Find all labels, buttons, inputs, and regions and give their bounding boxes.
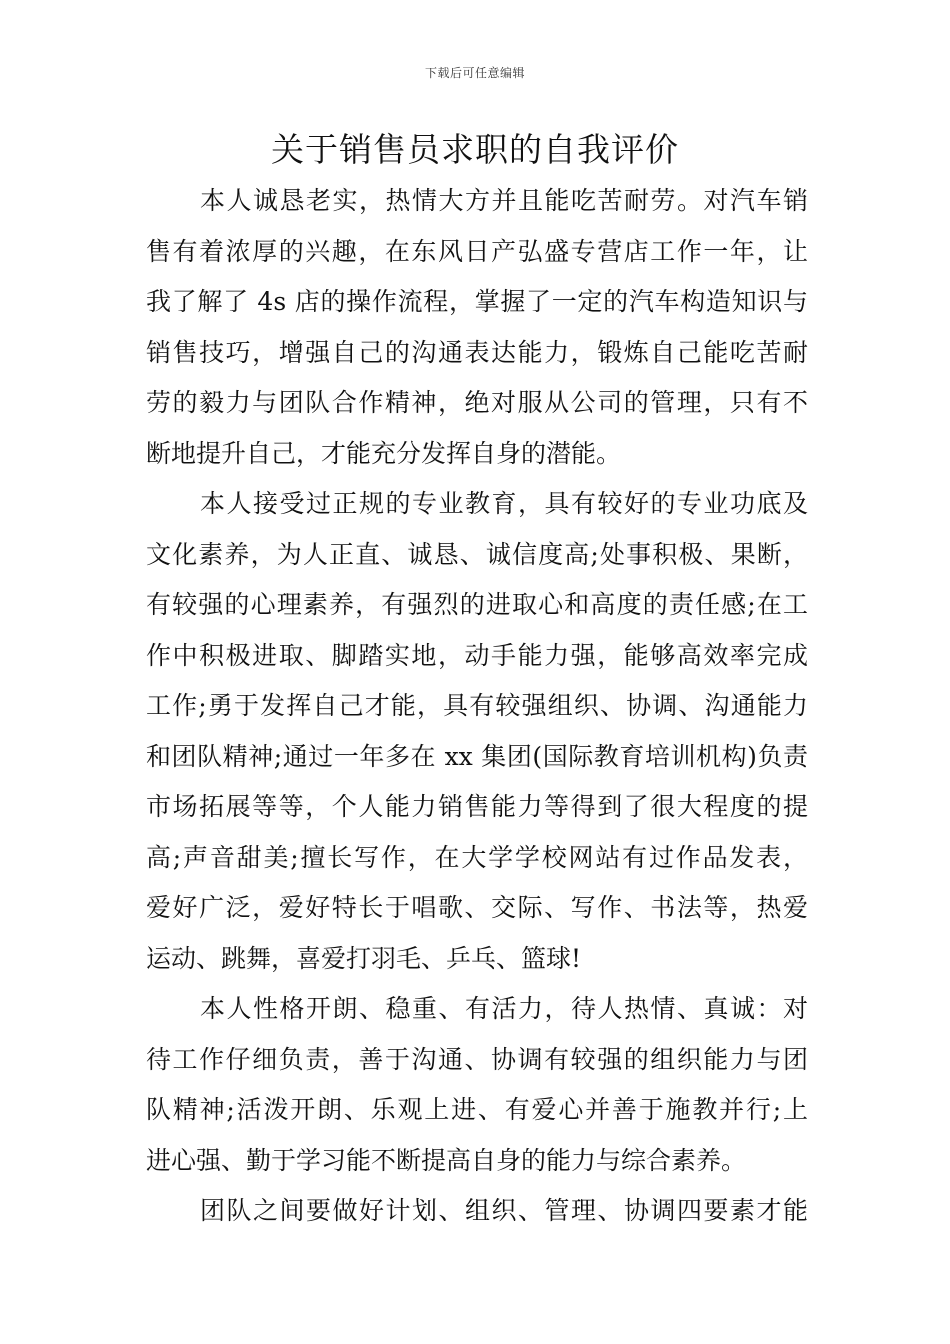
paragraph-line: 有较强的心理素养，有强烈的进取心和高度的责任感;在工: [146, 590, 808, 619]
body-text: [146, 176, 808, 1237]
page-title: 关于销售员求职的自我评价: [271, 130, 679, 169]
paragraph-line: 高;声音甜美;擅长写作，在大学学校网站有过作品发表，: [146, 842, 808, 872]
paragraph-line: 爱好广泛，爱好特长于唱歌、交际、写作、书法等，热爱: [146, 893, 808, 922]
paragraph-line: 售有着浓厚的兴趣，在东风日产弘盛专营店工作一年，让: [146, 236, 808, 266]
paragraph-line: 和团队精神;通过一年多在 xx 集团(国际教育培训机构)负责: [146, 741, 808, 771]
paragraph-4: [146, 1186, 808, 1237]
paragraph-line: 我了解了 4s 店的操作流程，掌握了一定的汽车构造知识与: [146, 287, 808, 316]
paragraph-line: 断地提升自己，才能充分发挥自身的潜能。: [146, 438, 622, 468]
paragraph-line: 本人性格开朗、稳重、有活力，待人热情、真诚：对: [200, 994, 808, 1023]
paragraph-line: 队精神;活泼开朗、乐观上进、有爱心并善于施教并行;上: [146, 1095, 808, 1124]
header-note: 下载后可任意编辑: [424, 66, 525, 80]
paragraph-line: 工作;勇于发挥自己才能，具有较强组织、协调、沟通能力: [146, 691, 808, 720]
paragraph-2: [146, 479, 808, 984]
paragraph-line: 劳的毅力与团队合作精神，绝对服从公司的管理，只有不: [146, 388, 808, 417]
paragraph-line: 团队之间要做好计划、组织、管理、协调四要素才能: [200, 1196, 808, 1225]
paragraph-line: 作中积极进取、脚踏实地，动手能力强，能够高效率完成: [146, 640, 808, 670]
paragraph-3: [146, 984, 808, 1186]
paragraph-line: 本人诚恳老实，热情大方并且能吃苦耐劳。对汽车销: [200, 186, 808, 215]
paragraph-line: 市场拓展等等，个人能力销售能力等得到了很大程度的提: [146, 792, 808, 821]
paragraph-line: 文化素养，为人正直、诚恳、诚信度高;处事积极、果断，: [146, 539, 808, 569]
paragraph-line: 进心强、勤于学习能不断提高自身的能力与综合素养。: [146, 1145, 747, 1175]
paragraph-1: [146, 176, 808, 479]
paragraph-line: 销售技巧，增强自己的沟通表达能力，锻炼自己能吃苦耐: [146, 337, 808, 367]
paragraph-line: 本人接受过正规的专业教育，具有较好的专业功底及: [200, 489, 808, 518]
paragraph-line: 待工作仔细负责，善于沟通、协调有较强的组织能力与团: [146, 1044, 808, 1074]
paragraph-line: 运动、跳舞，喜爱打羽毛、乒乓、篮球!: [146, 943, 582, 973]
